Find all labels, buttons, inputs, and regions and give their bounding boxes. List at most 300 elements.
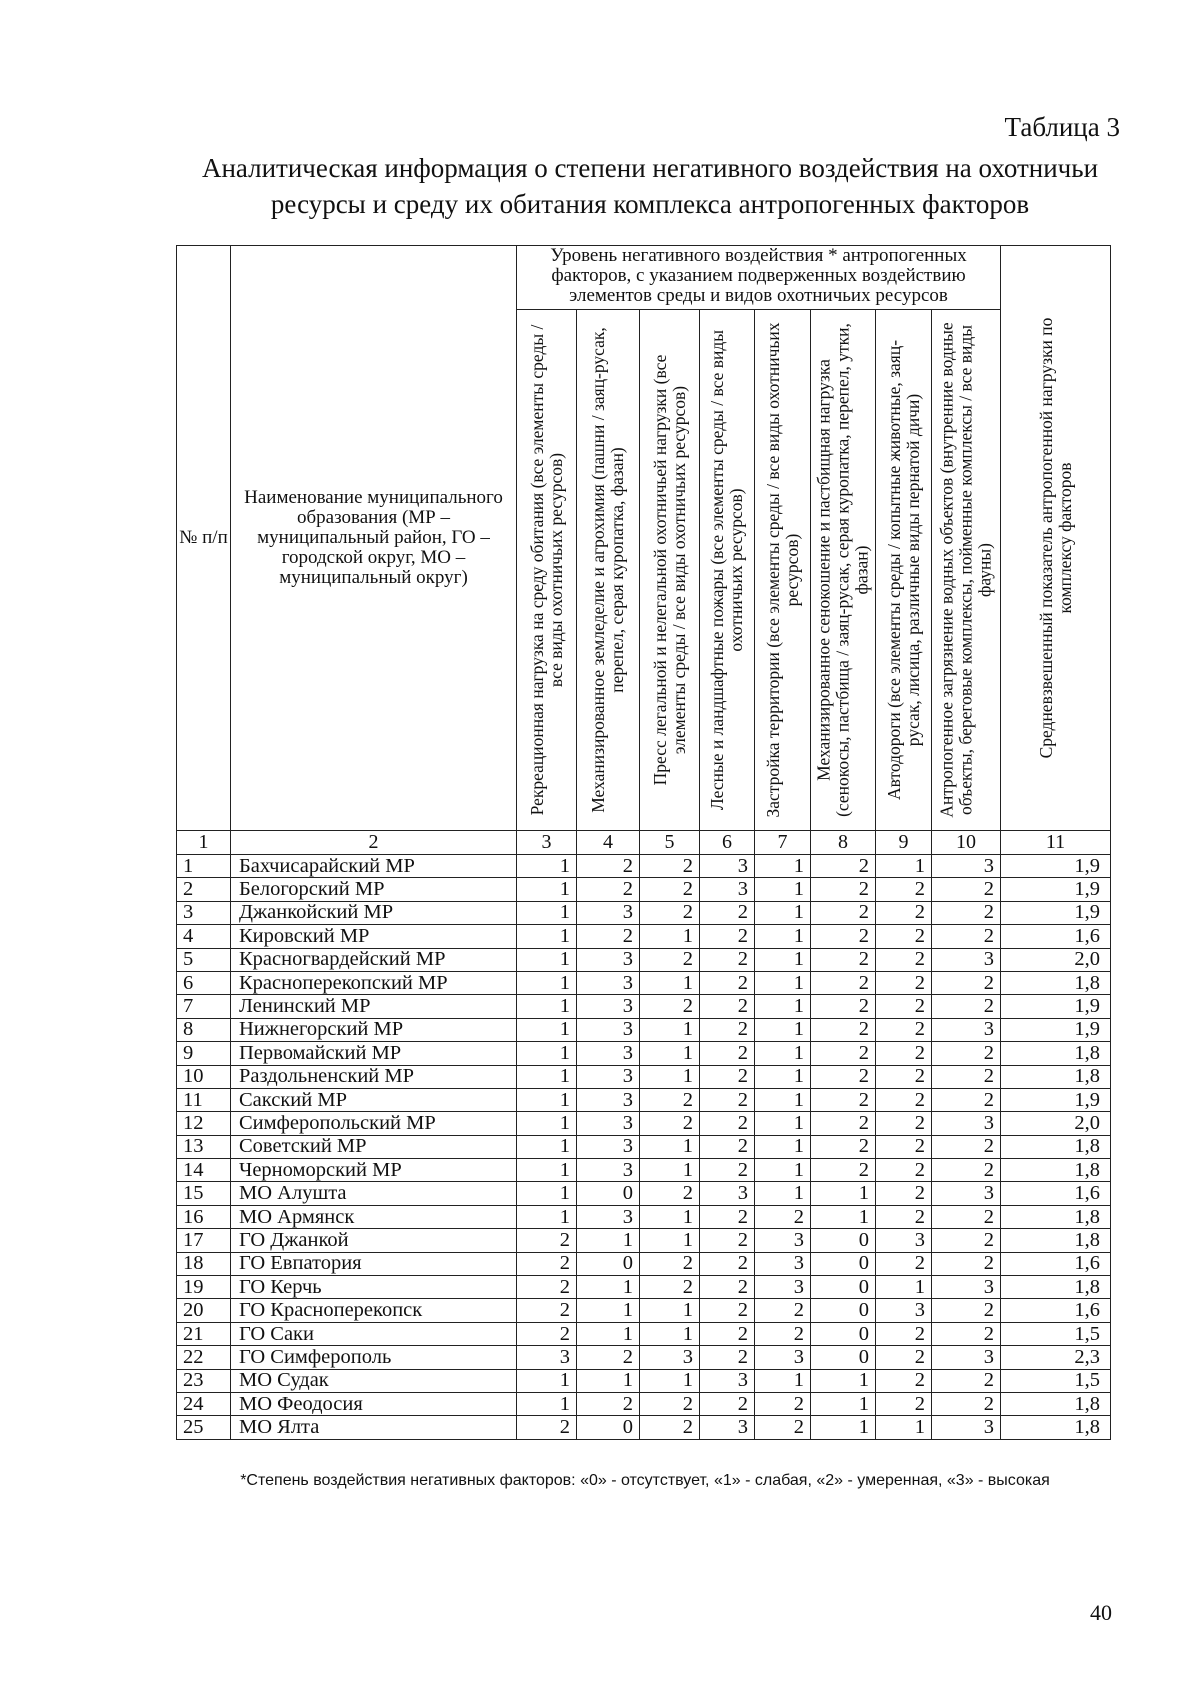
impact-value: 2: [700, 1018, 755, 1041]
column-index: 2: [231, 831, 517, 855]
impact-value: 0: [811, 1252, 876, 1275]
impact-value: 1: [517, 995, 577, 1018]
impact-value: 2: [932, 901, 1001, 924]
impact-value: 3: [700, 855, 755, 878]
table-row: [177, 1252, 1111, 1275]
impact-value: 2: [876, 1182, 932, 1205]
impact-value: 2: [640, 1182, 700, 1205]
impact-value: 1: [755, 1018, 811, 1041]
impact-value: 1: [517, 948, 577, 971]
column-index: 11: [1001, 831, 1111, 855]
municipality-name: МО Армянск: [231, 1205, 517, 1228]
row-number: 20: [177, 1299, 231, 1322]
impact-value: 3: [755, 1252, 811, 1275]
column-index: 3: [517, 831, 577, 855]
impact-value: 3: [700, 1416, 755, 1439]
table-row: [177, 1392, 1111, 1415]
table-row: [177, 1346, 1111, 1369]
impact-value: 2: [876, 1322, 932, 1345]
impact-value: 1: [517, 901, 577, 924]
impact-value: 1: [517, 1042, 577, 1065]
impact-value: 3: [577, 1135, 640, 1158]
impact-value: 2: [700, 1088, 755, 1111]
municipality-name: МО Феодосия: [231, 1392, 517, 1415]
table-row: [177, 971, 1111, 994]
row-number: 19: [177, 1276, 231, 1299]
header-factor-haymaking: Механизированное сенокошение и пастбищная нагрузка (сенокосы, пастбища / заяц-русак, серая куропатка, перепел, утки, фазан): [811, 310, 876, 831]
impact-value: 2: [640, 855, 700, 878]
impact-value: 0: [811, 1229, 876, 1252]
impact-value: 1: [577, 1276, 640, 1299]
impact-value: 1: [755, 1112, 811, 1135]
header-factor-fires: Лесные и ландшафтные пожары (все элементы среды / все виды охотничьих ресурсов): [700, 310, 755, 831]
impact-value: 2: [932, 1229, 1001, 1252]
impact-table: [176, 245, 1111, 1440]
impact-value: 1: [876, 855, 932, 878]
municipality-name: МО Ялта: [231, 1416, 517, 1439]
impact-value: 2: [876, 1018, 932, 1041]
impact-value: 2: [700, 1322, 755, 1345]
average-value: 2,0: [1001, 948, 1111, 971]
impact-value: 2: [640, 1112, 700, 1135]
impact-value: 2: [876, 995, 932, 1018]
impact-value: 2: [876, 1088, 932, 1111]
municipality-name: МО Алушта: [231, 1182, 517, 1205]
impact-value: 2: [517, 1252, 577, 1275]
table-row: [177, 1182, 1111, 1205]
table-row: [177, 901, 1111, 924]
impact-value: 2: [700, 1042, 755, 1065]
impact-value: 2: [700, 1205, 755, 1228]
municipality-name: МО Судак: [231, 1369, 517, 1392]
row-number: 14: [177, 1159, 231, 1182]
impact-value: 1: [640, 1322, 700, 1345]
title-line-1: Аналитическая информация о степени негативного воздействия на охотничьи: [201, 153, 1099, 183]
impact-value: 1: [517, 1135, 577, 1158]
impact-value: 2: [932, 1135, 1001, 1158]
average-value: 1,6: [1001, 1299, 1111, 1322]
header-impact-level: Уровень негативного воздействия * антропогенных факторов, с указанием подверженных воздействию элементов среды и видов охотничьих ресурсов: [517, 246, 1001, 310]
impact-value: 1: [640, 1229, 700, 1252]
column-index: 7: [755, 831, 811, 855]
impact-value: 2: [700, 1252, 755, 1275]
impact-value: 2: [876, 1112, 932, 1135]
impact-value: 2: [811, 1042, 876, 1065]
average-value: 1,9: [1001, 901, 1111, 924]
average-value: 2,3: [1001, 1346, 1111, 1369]
impact-value: 1: [577, 1299, 640, 1322]
impact-value: 3: [932, 1416, 1001, 1439]
table-row: [177, 925, 1111, 948]
impact-value: 3: [932, 1346, 1001, 1369]
impact-value: 2: [755, 1416, 811, 1439]
average-value: 1,8: [1001, 1135, 1111, 1158]
row-number: 22: [177, 1346, 231, 1369]
impact-value: 1: [640, 1018, 700, 1041]
impact-value: 2: [932, 1088, 1001, 1111]
column-index: 4: [577, 831, 640, 855]
impact-value: 1: [577, 1369, 640, 1392]
impact-value: 2: [811, 1065, 876, 1088]
impact-value: 3: [876, 1299, 932, 1322]
table-row: [177, 1065, 1111, 1088]
impact-value: 2: [577, 925, 640, 948]
impact-value: 2: [811, 901, 876, 924]
row-number: 11: [177, 1088, 231, 1111]
column-index-row: [177, 831, 1111, 855]
impact-value: 2: [876, 948, 932, 971]
municipality-name: ГО Джанкой: [231, 1229, 517, 1252]
header-average: Средневзвешенный показатель антропогенной нагрузки по комплексу факторов: [1001, 246, 1111, 831]
impact-value: 2: [700, 1299, 755, 1322]
impact-value: 1: [640, 1299, 700, 1322]
impact-value: 2: [932, 1299, 1001, 1322]
row-number: 16: [177, 1205, 231, 1228]
row-number: 23: [177, 1369, 231, 1392]
impact-value: 2: [876, 901, 932, 924]
table-row: [177, 1042, 1111, 1065]
impact-value: 2: [876, 1065, 932, 1088]
impact-value: 1: [755, 1065, 811, 1088]
title-line-2: ресурсы и среду их обитания комплекса антропогенных факторов: [270, 189, 1030, 219]
impact-value: 2: [876, 1135, 932, 1158]
table-row: [177, 1088, 1111, 1111]
municipality-name: Черноморский МР: [231, 1159, 517, 1182]
row-number: 8: [177, 1018, 231, 1041]
table-row: [177, 1018, 1111, 1041]
average-value: 1,5: [1001, 1322, 1111, 1345]
impact-value: 1: [755, 925, 811, 948]
impact-value: 2: [577, 1346, 640, 1369]
average-value: 1,8: [1001, 1416, 1111, 1439]
municipality-name: ГО Красноперекопск: [231, 1299, 517, 1322]
impact-value: 2: [700, 971, 755, 994]
impact-value: 2: [811, 878, 876, 901]
impact-value: 3: [700, 878, 755, 901]
impact-value: 1: [755, 878, 811, 901]
impact-value: 3: [577, 1159, 640, 1182]
impact-value: 2: [700, 1346, 755, 1369]
impact-value: 1: [640, 1065, 700, 1088]
impact-value: 2: [700, 1276, 755, 1299]
impact-value: 1: [577, 1322, 640, 1345]
row-number: 5: [177, 948, 231, 971]
impact-value: 1: [517, 1018, 577, 1041]
impact-value: 2: [876, 1205, 932, 1228]
impact-value: 3: [577, 971, 640, 994]
header-municipality: Наименование муниципального образования (МР – муниципальный район, ГО – городской округ, МО – муниципальный округ): [231, 246, 517, 831]
impact-value: 0: [577, 1252, 640, 1275]
impact-value: 2: [932, 1252, 1001, 1275]
impact-value: 1: [876, 1416, 932, 1439]
impact-value: 2: [932, 971, 1001, 994]
average-value: 1,6: [1001, 1252, 1111, 1275]
impact-value: 2: [932, 1369, 1001, 1392]
impact-value: 2: [876, 1252, 932, 1275]
average-value: 1,9: [1001, 1018, 1111, 1041]
impact-value: 2: [577, 878, 640, 901]
impact-value: 3: [517, 1346, 577, 1369]
table-row: [177, 1205, 1111, 1228]
impact-value: 2: [876, 925, 932, 948]
row-number: 7: [177, 995, 231, 1018]
header-factor-agriculture: Механизированное земледелие и агрохимия (пашни / заяц-русак, перепел, серая куропатка, фазан): [577, 310, 640, 831]
impact-value: 1: [640, 1369, 700, 1392]
impact-value: 2: [876, 1392, 932, 1415]
impact-value: 3: [932, 1182, 1001, 1205]
column-index: 10: [932, 831, 1001, 855]
column-index: 1: [177, 831, 231, 855]
impact-value: 0: [811, 1299, 876, 1322]
table-row: [177, 855, 1111, 878]
impact-value: 2: [640, 1392, 700, 1415]
impact-value: 2: [517, 1322, 577, 1345]
average-value: 1,9: [1001, 995, 1111, 1018]
average-value: 1,8: [1001, 1042, 1111, 1065]
average-value: 1,9: [1001, 1088, 1111, 1111]
table-row: [177, 1416, 1111, 1439]
impact-value: 1: [517, 1159, 577, 1182]
impact-value: 1: [640, 1159, 700, 1182]
table-row: [177, 1276, 1111, 1299]
impact-value: 2: [932, 1392, 1001, 1415]
impact-value: 1: [517, 878, 577, 901]
table-row: [177, 878, 1111, 901]
impact-value: 1: [755, 1182, 811, 1205]
header-factor-water-pollution: Антропогенное загрязнение водных объектов (внутренние водные объекты, береговые комплексы, пойменные комплексы / все виды фауны): [932, 310, 1001, 831]
municipality-name: Симферопольский МР: [231, 1112, 517, 1135]
impact-value: 1: [640, 971, 700, 994]
impact-value: 3: [932, 1018, 1001, 1041]
table-row: [177, 1322, 1111, 1345]
municipality-name: Ленинский МР: [231, 995, 517, 1018]
municipality-name: Красногвардейский МР: [231, 948, 517, 971]
row-number: 25: [177, 1416, 231, 1439]
impact-value: 1: [517, 1065, 577, 1088]
municipality-name: Сакский МР: [231, 1088, 517, 1111]
column-index: 5: [640, 831, 700, 855]
municipality-name: ГО Симферополь: [231, 1346, 517, 1369]
impact-value: 2: [932, 1322, 1001, 1345]
impact-value: 3: [577, 1065, 640, 1088]
average-value: 1,8: [1001, 1065, 1111, 1088]
impact-value: 1: [640, 1135, 700, 1158]
impact-value: 2: [932, 1042, 1001, 1065]
impact-value: 2: [876, 1159, 932, 1182]
impact-value: 1: [755, 971, 811, 994]
impact-value: 2: [932, 1159, 1001, 1182]
impact-value: 2: [640, 1416, 700, 1439]
impact-value: 2: [640, 995, 700, 1018]
impact-value: 3: [755, 1276, 811, 1299]
impact-value: 2: [876, 878, 932, 901]
municipality-name: Советский МР: [231, 1135, 517, 1158]
impact-value: 2: [517, 1299, 577, 1322]
impact-value: 2: [811, 1135, 876, 1158]
header-factor-hunting-pressure: Пресс легальной и нелегальной охотничьей нагрузки (все элементы среды / все виды охотничьих ресурсов): [640, 310, 700, 831]
impact-value: 1: [517, 1392, 577, 1415]
impact-value: 1: [517, 1182, 577, 1205]
impact-value: 2: [640, 948, 700, 971]
municipality-name: Красноперекопский МР: [231, 971, 517, 994]
column-index: 8: [811, 831, 876, 855]
municipality-name: Первомайский МР: [231, 1042, 517, 1065]
impact-value: 0: [811, 1276, 876, 1299]
impact-value: 1: [755, 948, 811, 971]
average-value: 1,8: [1001, 1205, 1111, 1228]
impact-value: 2: [700, 995, 755, 1018]
average-value: 1,6: [1001, 1182, 1111, 1205]
impact-value: 2: [811, 995, 876, 1018]
municipality-name: Нижнегорский МР: [231, 1018, 517, 1041]
table-row: [177, 995, 1111, 1018]
impact-value: 2: [811, 1112, 876, 1135]
impact-value: 3: [932, 855, 1001, 878]
impact-value: 1: [811, 1369, 876, 1392]
impact-value: 3: [700, 1182, 755, 1205]
header-factor-roads: Автодороги (все элементы среды / копытные животные, заяц-русак, лисица, различные виды пернатой дичи): [876, 310, 932, 831]
impact-value: 3: [700, 1369, 755, 1392]
impact-value: 1: [755, 855, 811, 878]
impact-value: 2: [700, 1159, 755, 1182]
impact-value: 3: [577, 948, 640, 971]
impact-value: 1: [755, 1088, 811, 1111]
impact-value: 2: [876, 1369, 932, 1392]
row-number: 4: [177, 925, 231, 948]
impact-value: 2: [876, 1346, 932, 1369]
impact-value: 1: [517, 925, 577, 948]
document-title: [160, 150, 1140, 222]
impact-value: 2: [811, 1159, 876, 1182]
impact-value: 2: [932, 925, 1001, 948]
page-number: 40: [1090, 1600, 1112, 1625]
impact-value: 1: [517, 1112, 577, 1135]
impact-value: 3: [577, 1205, 640, 1228]
impact-value: 1: [517, 1205, 577, 1228]
impact-value: 3: [577, 995, 640, 1018]
row-number: 9: [177, 1042, 231, 1065]
impact-value: 3: [640, 1346, 700, 1369]
impact-value: 2: [876, 971, 932, 994]
row-number: 13: [177, 1135, 231, 1158]
row-number: 1: [177, 855, 231, 878]
impact-value: 0: [577, 1182, 640, 1205]
impact-value: 2: [811, 948, 876, 971]
impact-value: 2: [876, 1042, 932, 1065]
footnote: *Степень воздействия негативных факторов: «0» - отсутствует, «1» - слабая, «2» - умеренная, «3» - высокая: [240, 1472, 1050, 1489]
impact-value: 2: [700, 1229, 755, 1252]
header-number: № п/п: [177, 246, 231, 831]
impact-value: 2: [640, 1276, 700, 1299]
table-body: [177, 831, 1111, 1440]
row-number: 10: [177, 1065, 231, 1088]
row-number: 12: [177, 1112, 231, 1135]
table-row: [177, 1159, 1111, 1182]
average-value: 1,8: [1001, 1229, 1111, 1252]
average-value: 1,8: [1001, 1276, 1111, 1299]
row-number: 18: [177, 1252, 231, 1275]
impact-value: 2: [811, 925, 876, 948]
average-value: 1,5: [1001, 1369, 1111, 1392]
row-number: 17: [177, 1229, 231, 1252]
impact-value: 3: [577, 1018, 640, 1041]
impact-value: 2: [700, 1392, 755, 1415]
average-value: 1,8: [1001, 1392, 1111, 1415]
impact-value: 1: [755, 901, 811, 924]
table-row: [177, 1229, 1111, 1252]
impact-value: 3: [932, 1112, 1001, 1135]
municipality-name: Белогорский МР: [231, 878, 517, 901]
table-label: Таблица 3: [1004, 112, 1120, 142]
impact-value: 1: [640, 1205, 700, 1228]
impact-value: 2: [932, 878, 1001, 901]
impact-value: 3: [577, 1112, 640, 1135]
header-factor-development: Застройка территории (все элементы среды / все виды охотничьих ресурсов): [755, 310, 811, 831]
impact-value: 2: [932, 995, 1001, 1018]
municipality-name: ГО Евпатория: [231, 1252, 517, 1275]
row-number: 2: [177, 878, 231, 901]
table-row: [177, 948, 1111, 971]
impact-value: 2: [700, 925, 755, 948]
municipality-name: Раздольненский МР: [231, 1065, 517, 1088]
average-value: 2,0: [1001, 1112, 1111, 1135]
average-value: 1,8: [1001, 971, 1111, 994]
row-number: 15: [177, 1182, 231, 1205]
impact-value: 2: [755, 1299, 811, 1322]
impact-value: 3: [577, 1088, 640, 1111]
table-row: [177, 1135, 1111, 1158]
municipality-name: ГО Саки: [231, 1322, 517, 1345]
impact-value: 0: [811, 1346, 876, 1369]
impact-value: 2: [700, 1112, 755, 1135]
impact-value: 1: [811, 1205, 876, 1228]
impact-value: 0: [577, 1416, 640, 1439]
impact-value: 1: [811, 1416, 876, 1439]
average-value: 1,8: [1001, 1159, 1111, 1182]
column-index: 9: [876, 831, 932, 855]
impact-value: 3: [932, 1276, 1001, 1299]
row-number: 3: [177, 901, 231, 924]
impact-value: 3: [577, 901, 640, 924]
impact-value: 2: [755, 1322, 811, 1345]
impact-value: 2: [517, 1229, 577, 1252]
average-value: 1,9: [1001, 878, 1111, 901]
impact-value: 1: [517, 1088, 577, 1111]
impact-value: 2: [700, 901, 755, 924]
average-value: 1,6: [1001, 925, 1111, 948]
impact-value: 1: [640, 1042, 700, 1065]
municipality-name: Бахчисарайский МР: [231, 855, 517, 878]
row-number: 24: [177, 1392, 231, 1415]
row-number: 21: [177, 1322, 231, 1345]
impact-value: 1: [876, 1276, 932, 1299]
impact-value: 1: [577, 1229, 640, 1252]
municipality-name: Кировский МР: [231, 925, 517, 948]
impact-value: 1: [755, 1042, 811, 1065]
impact-value: 1: [755, 1369, 811, 1392]
impact-value: 1: [517, 971, 577, 994]
impact-value: 2: [640, 1252, 700, 1275]
average-value: 1,9: [1001, 855, 1111, 878]
impact-value: 2: [640, 1088, 700, 1111]
impact-value: 3: [932, 948, 1001, 971]
column-index: 6: [700, 831, 755, 855]
impact-value: 2: [640, 878, 700, 901]
impact-value: 1: [811, 1392, 876, 1415]
impact-value: 2: [811, 971, 876, 994]
municipality-name: Джанкойский МР: [231, 901, 517, 924]
impact-value: 2: [811, 1088, 876, 1111]
